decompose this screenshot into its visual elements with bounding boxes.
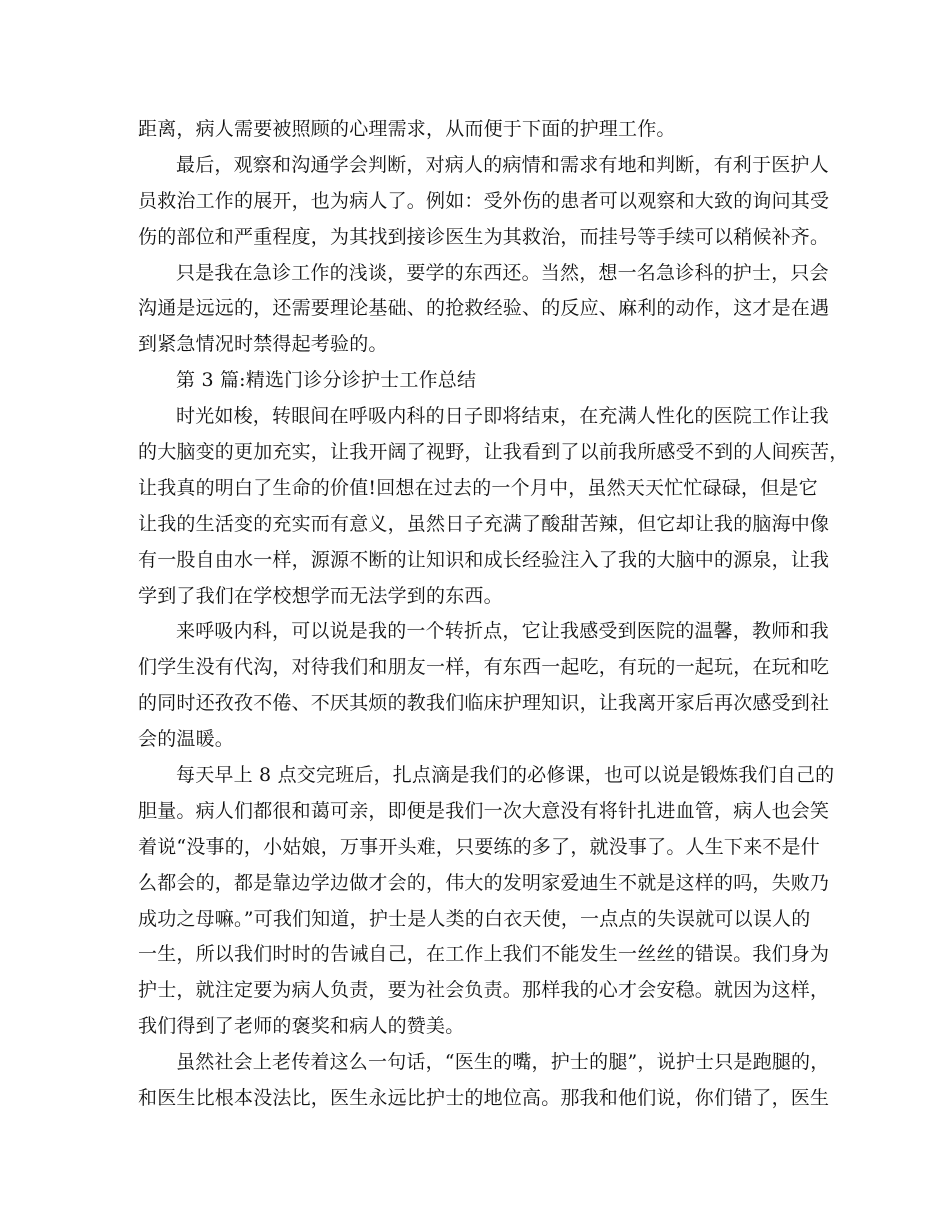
text-line: 有一股自由水一样，源源不断的让知识和成长经验注入了我的大脑中的源泉，让我 <box>138 548 830 571</box>
text-line: 们学生没有代沟，对待我们和朋友一样，有东西一起吃，有玩的一起玩，在玩和吃 <box>138 656 830 679</box>
text-line: 会的温暖。 <box>138 728 235 751</box>
text-line: 么都会的，都是靠边学边做才会的，伟大的发明家爱迪生不就是这样的吗，失败乃 <box>138 871 830 894</box>
text-line: 来呼吸内科，可以说是我的一个转折点，它让我感受到医院的温馨，教师和我 <box>176 620 829 643</box>
text-line: 我们得到了老师的褒奖和病人的赞美。 <box>138 1015 465 1038</box>
text-line: 虽然社会上老传着这么一句话，“医生的嘴，护士的腿”，说护士只是跑腿的， <box>176 1051 830 1074</box>
text-line: 到紧急情况时禁得起考验的。 <box>138 333 388 356</box>
text-line: 沟通是远远的，还需要理论基础、的抢救经验、的反应、麻利的动作，这才是在遇 <box>138 297 830 320</box>
text-line: 一生，所以我们时时的告诫自己，在工作上我们不能发生一丝丝的错误。我们身为 <box>138 943 830 966</box>
text-line: 最后，观察和沟通学会判断，对病人的病情和需求有地和判断，有利于医护人 <box>176 153 829 176</box>
text-line: 胆量。病人们都很和蔼可亲，即便是我们一次大意没有将针扎进血管，病人也会笑 <box>138 799 830 822</box>
text-line: 每天早上 8 点交完班后，扎点滴是我们的必修课，也可以说是锻炼我们自己的 <box>176 764 835 787</box>
text-line: 时光如梭，转眼间在呼吸内科的日子即将结束，在充满人性化的医院工作让我 <box>176 405 829 428</box>
text-line: 伤的部位和严重程度，为其找到接诊医生为其救治，而挂号等手续可以稍候补齐。 <box>138 225 830 248</box>
text-line: 让我的生活变的充实而有意义，虽然日子充满了酸甜苦辣，但它却让我的脑海中像 <box>138 512 830 535</box>
text-line: 让我真的明白了生命的价值!回想在过去的一个月中，虽然天天忙忙碌碌，但是它 <box>138 476 818 499</box>
text-line: 员救治工作的展开，也为病人了。例如：受外伤的患者可以观察和大致的询问其受 <box>138 189 830 212</box>
text-line: 护士，就注定要为病人负责，要为社会负责。那样我的心才会安稳。就因为这样， <box>138 979 830 1002</box>
text-line: 着说“没事的，小姑娘，万事开头难，只要练的多了，就没事了。人生下来不是什 <box>138 835 820 858</box>
text-line: 学到了我们在学校想学而无法学到的东西。 <box>138 584 503 607</box>
text-line: 成功之母嘛。”可我们知道，护士是人类的白衣天使，一点点的失误就可以误人的 <box>138 907 811 930</box>
document-body <box>138 112 849 1117</box>
text-line: 第 3 篇:精选门诊分诊护士工作总结 <box>176 369 477 392</box>
text-line: 的大脑变的更加充实，让我开阔了视野，让我看到了以前我所感受不到的人间疾苦， <box>138 441 849 464</box>
text-line: 和医生比根本没法比，医生永远比护士的地位高。那我和他们说，你们错了，医生 <box>138 1087 830 1110</box>
text-line: 距离，病人需要被照顾的心理需求，从而便于下面的护理工作。 <box>138 118 676 140</box>
text-line: 的同时还孜孜不倦、不厌其烦的教我们临床护理知识，让我离开家后再次感受到社 <box>138 692 830 715</box>
text-line: 只是我在急诊工作的浅谈，要学的东西还。当然，想一名急诊科的护士，只会 <box>176 261 829 284</box>
